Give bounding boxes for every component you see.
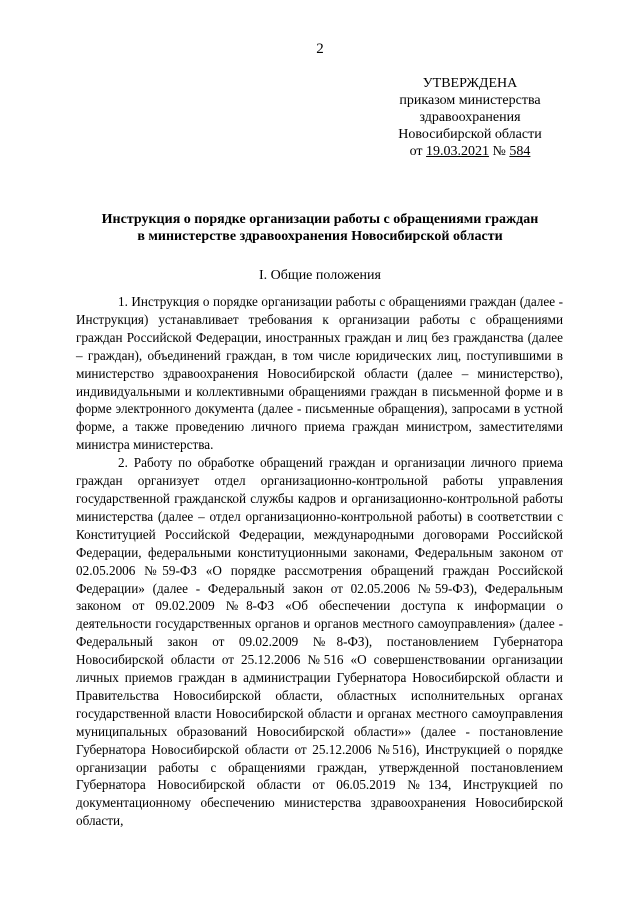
approval-line: приказом министерства xyxy=(399,93,541,108)
section-heading: I. Общие положения xyxy=(259,268,381,283)
approval-prefix: от xyxy=(409,144,427,159)
approval-date-line xyxy=(385,143,555,160)
approval-number: 584 xyxy=(509,144,531,159)
approval-line: здравоохранения xyxy=(419,110,521,125)
title-line: Инструкция о порядке организации работы с обращениями граждан xyxy=(101,212,539,227)
approval-line: Новосибирской области xyxy=(398,127,542,142)
document-body xyxy=(76,293,563,830)
paragraph: 2. Работу по обработке обращений граждан и организации личного приема граждан организует отдел организационно-контрольной работы управления государственной гражданской службы кадров и организационно-контрольной работы министерства (далее – отдел организационно-контрольной работы) в соответствии с Конституцией Российской Федерации, международными договорами Российской Федерации, федеральными конституционными законами, Федеральным законом от 02.05.2006 №59-ФЗ «О порядке рассмотрения обращений граждан Российской Федерации» (далее - Федеральный закон от 02.05.2006 №59-ФЗ), Федеральным законом от 09.02.2009 №8-ФЗ «Об обеспечении доступа к информации о деятельности государственных органов и органов местного самоуправления» (далее - Федеральный закон от 09.02.2009 №8-ФЗ), постановлением Губернатора Новосибирской области от 25.12.2006 №516 «О совершенствовании организации личных приемов граждан в администрации Губернатора Новосибирской области и Правительства Новосибирской области, областных исполнительных органах государственной власти Новосибирской области и органах местного самоуправления муниципальных образований Новосибирской области»» (далее - постановление Губернатора Новосибирской области от 25.12.2006 №516), Инструкцией о порядке организации работы с обращениями граждан, утвержденной постановлением Губернатора Новосибирской области от 06.05.2019 №134, Инструкцией по документационному обеспечению министерства здравоохранения Новосибирской области, xyxy=(76,455,563,829)
page-number: 2 xyxy=(316,41,324,57)
title-line: в министерстве здравоохранения Новосибирской области xyxy=(137,229,503,244)
approval-date: 19.03.2021 xyxy=(426,144,490,159)
approval-heading: УТВЕРЖДЕНА xyxy=(422,76,518,91)
approval-stamp xyxy=(385,75,555,160)
paragraph: 1. Инструкция о порядке организации работы с обращениями граждан (далее - Инструкция) устанавливает требования к организации работы с обращениями граждан Российской Федерации, иностранных граждан и лиц без гражданства (далее – граждан), объединений граждан, в том числе юридических лиц, поступившими в министерство здравоохранения Новосибирской области (далее – министерство), индивидуальными и коллективными обращениями граждан в письменной форме и в форме электронного документа (далее - письменные обращения), запросами в устной форме, а также проведению личного приема граждан министром, заместителями министра министерства. xyxy=(76,294,563,453)
document-title xyxy=(80,211,560,245)
approval-number-sign: № xyxy=(489,144,510,159)
